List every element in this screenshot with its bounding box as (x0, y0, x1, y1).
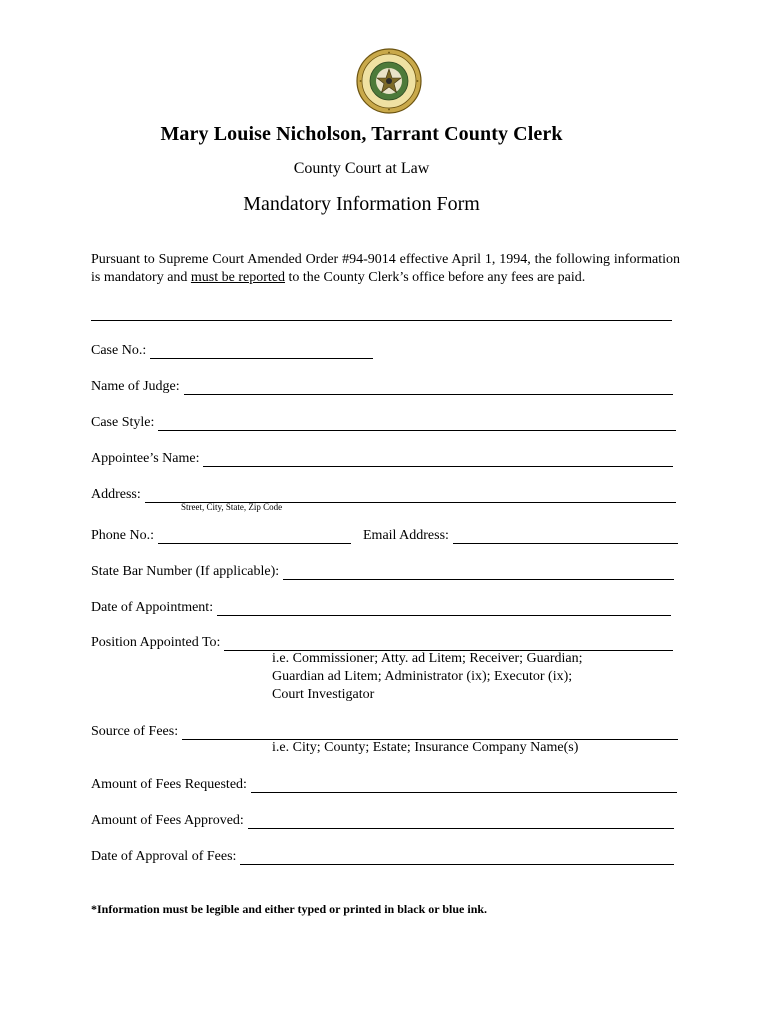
fees-approved-label: Amount of Fees Approved: (91, 813, 244, 828)
fees-approved-input[interactable] (248, 814, 674, 829)
phone-label: Phone No.: (91, 528, 154, 543)
email-input[interactable] (453, 529, 678, 544)
position-hint-2: Guardian ad Litem; Administrator (ix); Executor (ix); (272, 669, 573, 684)
county-seal-icon (356, 48, 422, 114)
address-label: Address: (91, 487, 141, 502)
intro-paragraph (91, 251, 680, 287)
case-no-field (91, 341, 373, 359)
case-style-input[interactable] (158, 416, 676, 431)
judge-input[interactable] (184, 380, 673, 395)
appointee-label: Appointee’s Name: (91, 451, 200, 466)
case-no-label: Case No.: (91, 343, 147, 358)
date-appointment-input[interactable] (217, 601, 671, 616)
source-fees-label: Source of Fees: (91, 724, 179, 739)
address-hint: Street, City, State, Zip Code (181, 502, 283, 512)
case-style-label: Case Style: (91, 415, 155, 430)
position-hint-3: Court Investigator (272, 687, 375, 702)
clerk-title: Mary Louise Nicholson, Tarrant County Clerk (160, 123, 563, 145)
email-field (363, 526, 678, 544)
email-label: Email Address: (363, 528, 449, 543)
source-fees-hint: i.e. City; County; Estate; Insurance Company Name(s) (272, 740, 579, 755)
fees-requested-label: Amount of Fees Requested: (91, 777, 247, 792)
intro-text-before: Pursuant to Supreme Court Amended Order #94-9014 effective April 1, 1994, the following information is mandatory and (91, 252, 680, 285)
source-fees-input[interactable] (182, 725, 678, 740)
case-no-input[interactable] (150, 344, 373, 359)
case-style-field (91, 413, 676, 431)
legibility-footnote: *Information must be legible and either typed or printed in black or blue ink. (91, 902, 488, 916)
date-approval-field (91, 847, 674, 865)
intro-underlined: must be reported (190, 270, 286, 285)
position-label: Position Appointed To: (91, 635, 221, 650)
position-field (91, 633, 673, 651)
state-bar-input[interactable] (283, 565, 674, 580)
appointee-field (91, 449, 673, 467)
fees-requested-input[interactable] (251, 778, 677, 793)
court-subtitle: County Court at Law (293, 160, 430, 177)
date-approval-label: Date of Approval of Fees: (91, 849, 237, 864)
position-input[interactable] (224, 636, 673, 651)
source-fees-field (91, 722, 678, 740)
phone-field (91, 526, 351, 544)
address-input[interactable] (145, 488, 676, 503)
appointee-input[interactable] (203, 452, 673, 467)
date-appointment-field (91, 598, 671, 616)
judge-label: Name of Judge: (91, 379, 180, 394)
phone-input[interactable] (158, 529, 351, 544)
position-hint-1: i.e. Commissioner; Atty. ad Litem; Receiver; Guardian; (272, 651, 583, 666)
fees-approved-field (91, 811, 674, 829)
intro-text-after: to the County Clerk’s office before any fees are paid. (285, 270, 586, 285)
judge-field (91, 377, 673, 395)
fees-requested-field (91, 775, 677, 793)
date-appointment-label: Date of Appointment: (91, 600, 214, 615)
form-title: Mandatory Information Form (243, 193, 480, 215)
state-bar-label: State Bar Number (If applicable): (91, 564, 280, 579)
address-field (91, 485, 676, 503)
date-approval-input[interactable] (240, 850, 674, 865)
separator-line (91, 320, 672, 321)
state-bar-field (91, 562, 674, 580)
